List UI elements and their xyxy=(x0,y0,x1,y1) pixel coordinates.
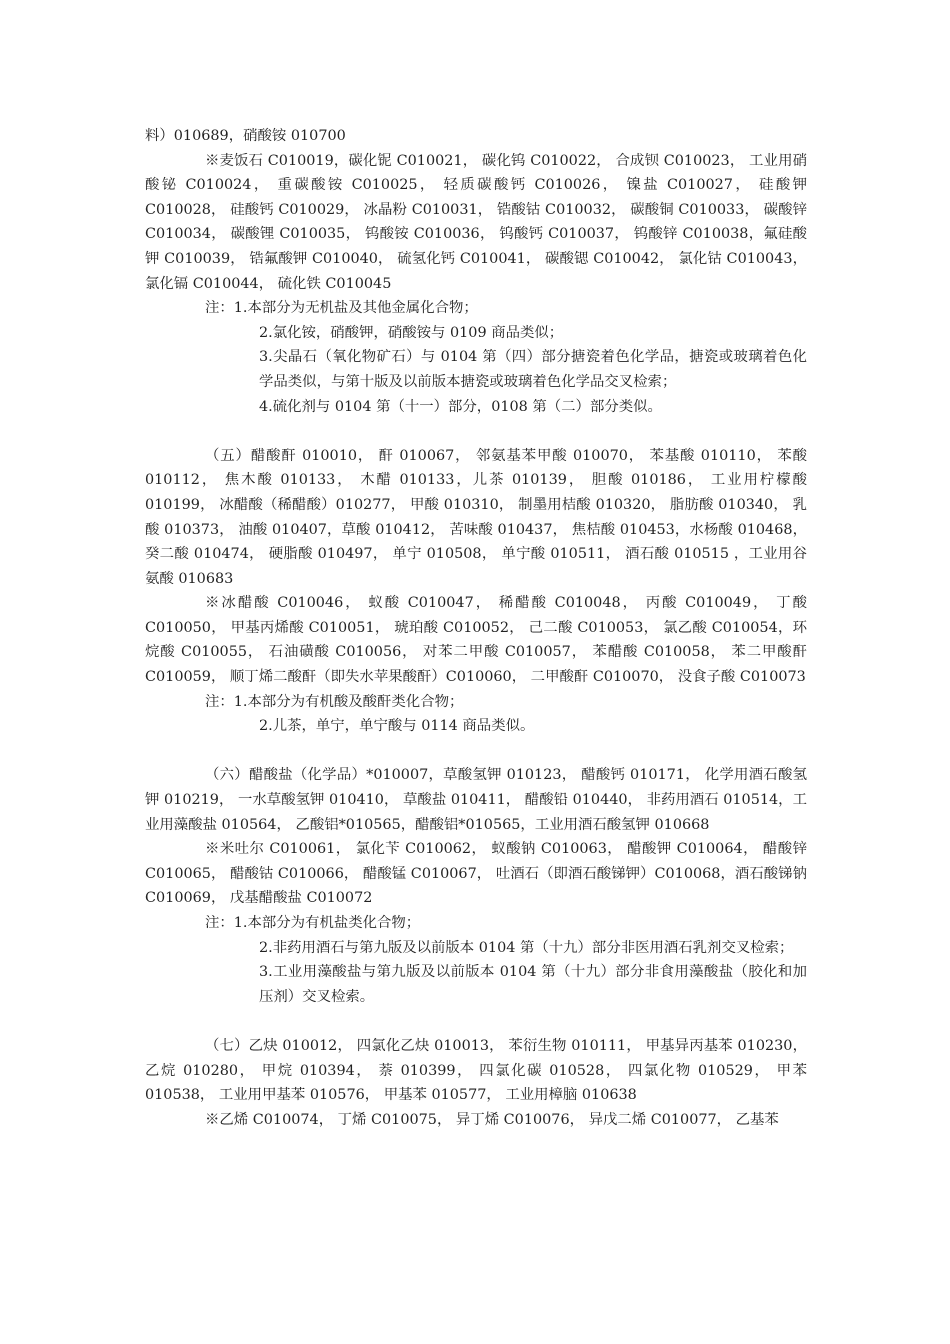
paragraph-p12: ※米吐尔 C010061， 氯化苄 C010062， 蚁酸钠 C010063， 醋酸钾 C010064， 醋酸锌 C010065， 醋酸钴 C010066， 醋酸锰 C010067， 吐酒石（即酒石酸锑钾）C010068，酒石酸锑钠 C010069， 戊基醋酸盐 C010072 xyxy=(145,841,807,907)
paragraph-p11: （六）醋酸盐（化学品）*010007，草酸氢钾 010123， 醋酸钙 010171， 化学用酒石酸氢钾 010219， 一水草酸氢钾 010410， 草酸盐 010411， 醋酸铅 010440， 非药用酒石 010514，工业用藻酸盐 010564， 乙酸铝*010565，醋酸铝*010565，工业用酒石酸氢钾 010668 xyxy=(145,767,807,833)
note-item-p04: 2.氯化铵，硝酸钾，硝酸铵与 0109 商品类似； xyxy=(259,324,564,341)
paragraph-p02: ※麦饭石 C010019，碳化铌 C010021， 碳化钨 C010022， 合成钡 C010023， 工业用硝酸铋 C010024， 重碳酸铵 C010025， 轻质碳酸钙 C010026， 镍盐 C010027， 硅酸钾 C010028， 硅酸钙 C010029， 冰晶粉 C010031， 锆酸钴 C010032， 碳酸铜 C010033， 碳酸锌 C010034， 碳酸锂 C010035， 钨酸铵 C010036， 钨酸钙 C010037， 钨酸锌 C010038，氟硅酸钾 C010039， 锆氟酸钾 C010040， 硫氢化钙 C010041， 碳酸锶 C010042， 氯化钴 C010043， 氯化镉 C010044， 硫化铁 C010045 xyxy=(145,152,807,292)
note-item-p14: 2.非药用酒石与第九版及以前版本 0104 第（十九）部分非医用酒石乳剂交叉检索； xyxy=(259,939,794,956)
note-item-p15: 3.工业用藻酸盐与第九版及以前版本 0104 第（十九）部分非食用藻酸盐（胶化和加压剂）交叉检索。 xyxy=(259,964,807,1005)
note-line-p03: 注：1.本部分为无机盐及其他金属化合物； xyxy=(205,300,478,317)
paragraph-gap-g1 xyxy=(145,419,807,444)
paragraph-p07: （五）醋酸酐 010010， 酐 010067， 邻氨基苯甲酸 010070， 苯基酸 010110， 苯酸 010112， 焦木酸 010133， 木醋 010133，儿茶 010139， 胆酸 010186， 工业用柠檬酸 010199， 冰醋酸（稀醋酸）010277， 甲酸 010310， 制墨用桔酸 010320， 脂肪酸 010340， 乳酸 010373， 油酸 010407，草酸 010412， 苦味酸 010437， 焦桔酸 010453，水杨酸 010468， 癸二酸 010474， 硬脂酸 010497， 单宁 010508， 单宁酸 010511， 酒石酸 010515 ，工业用谷氨酸 010683 xyxy=(145,447,807,587)
note-item-p10: 2.儿茶，单宁，单宁酸与 0114 商品类似。 xyxy=(259,718,535,735)
paragraph-p17: ※乙烯 C010074， 丁烯 C010075， 异丁烯 C010076， 异戊二烯 C010077， 乙基苯 xyxy=(205,1111,779,1128)
paragraph-p01: 料）010689，硝酸铵 010700 xyxy=(145,128,346,144)
note-item-p06: 4.硫化剂与 0104 第（十一）部分，0108 第（二）部分类似。 xyxy=(259,398,662,415)
note-line-p09: 注：1.本部分为有机酸及酸酐类化合物； xyxy=(205,693,464,710)
paragraph-gap-g2 xyxy=(145,739,807,764)
paragraph-p16: （七）乙炔 010012， 四氯化乙炔 010013， 苯衍生物 010111， 甲基异丙基苯 010230， 乙烷 010280， 甲烷 010394， 萘 010399， 四氯化碳 010528， 四氯化物 010529， 甲苯 010538， 工业用甲基苯 010576， 甲基苯 010577， 工业用樟脑 010638 xyxy=(145,1037,807,1104)
note-item-p05: 3.尖晶石（氧化物矿石）与 0104 第（四）部分搪瓷着色化学品，搪瓷或玻璃着色化学品类似，与第十版及以前版本搪瓷或玻璃着色化学品交叉检索； xyxy=(259,349,807,390)
document-body xyxy=(145,124,807,1132)
paragraph-gap-g3 xyxy=(145,1009,807,1034)
paragraph-p08: ※冰醋酸 C010046， 蚁酸 C010047， 稀醋酸 C010048， 丙酸 C010049， 丁酸 C010050， 甲基丙烯酸 C010051， 琥珀酸 C010052， 己二酸 C010053， 氯乙酸 C010054，环烷酸 C010055， 石油磺酸 C010056， 对苯二甲酸 C010057， 苯醋酸 C010058， 苯二甲酸酐 C010059， 顺丁烯二酸酐（即失水苹果酸酐）C010060， 二甲酸酐 C010070， 没食子酸 C010073 xyxy=(145,595,807,686)
note-line-p13: 注：1.本部分为有机盐类化合物； xyxy=(205,915,421,931)
